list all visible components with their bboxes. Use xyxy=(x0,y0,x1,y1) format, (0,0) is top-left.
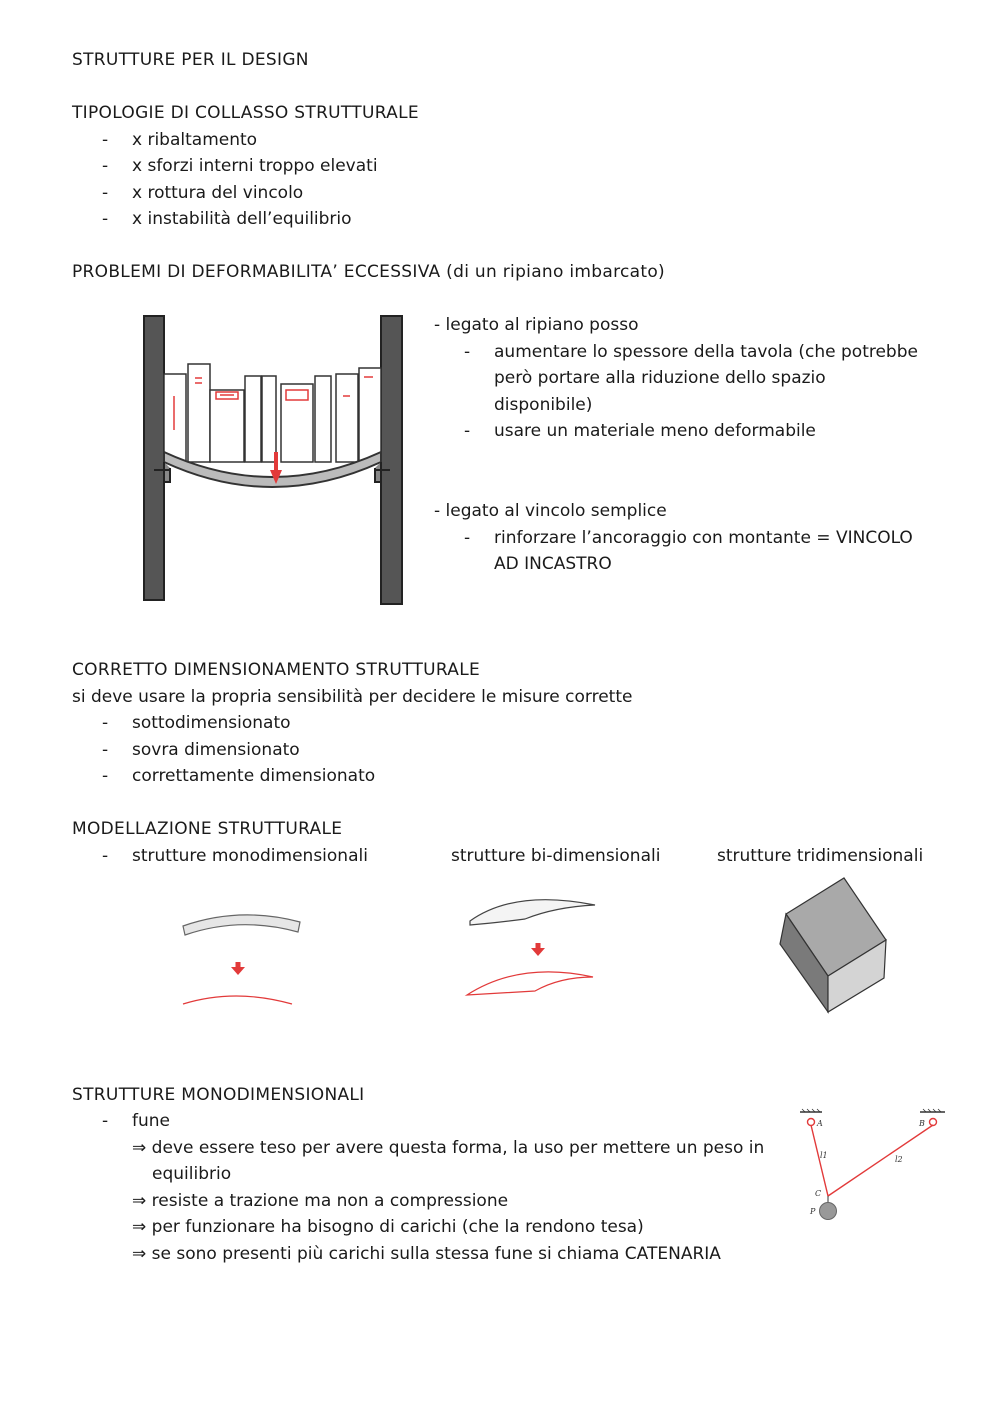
list-item: x instabilità dell’equilibrio xyxy=(132,209,352,229)
label-l2: l2 xyxy=(895,1155,903,1164)
intro-text: si deve usare la propria sensibilità per decidere le misure corrette xyxy=(72,687,633,707)
structure-type-label: strutture tridimensionali xyxy=(717,846,924,866)
bullet-dash: - xyxy=(102,713,109,733)
note-line: ⇒ deve essere teso per avere questa forma, la uso per mettere un peso in xyxy=(132,1138,765,1158)
rope-diagram xyxy=(798,1108,948,1223)
bullet-dash: - xyxy=(102,740,109,760)
label-a: A xyxy=(817,1119,823,1128)
list-item: correttamente dimensionato xyxy=(132,766,376,786)
list-item: usare un materiale meno deformabile xyxy=(494,421,816,441)
list-item-cont: disponibile) xyxy=(494,395,593,415)
bi-plate-illustration xyxy=(465,893,600,1003)
bullet-dash: - xyxy=(102,766,109,786)
list-item: aumentare lo spessore della tavola (che potrebbe xyxy=(494,342,918,362)
label-p: P xyxy=(810,1207,816,1216)
structure-type-label: strutture bi-dimensionali xyxy=(451,846,661,866)
bullet-dash: - xyxy=(102,183,109,203)
list-item: sottodimensionato xyxy=(132,713,291,733)
label-b: B xyxy=(919,1119,925,1128)
note-line: ⇒ per funzionare ha bisogno di carichi (che la rendono tesa) xyxy=(132,1217,644,1237)
bullet-dash: - xyxy=(102,846,109,866)
bullet-dash: - xyxy=(102,156,109,176)
list-item-cont: però portare alla riduzione dello spazio xyxy=(494,368,826,388)
list-item: rinforzare l’ancoraggio con montante = VINCOLO xyxy=(494,528,913,548)
note-line: ⇒ se sono presenti più carichi sulla stessa fune si chiama CATENARIA xyxy=(132,1244,721,1264)
ripiano-label: - legato al ripiano posso xyxy=(434,315,639,335)
list-item: x rottura del vincolo xyxy=(132,183,304,203)
list-item-cont: AD INCASTRO xyxy=(494,554,612,574)
label-l1: l1 xyxy=(820,1151,828,1160)
bent-shelf-illustration xyxy=(140,312,410,610)
bullet-dash: - xyxy=(464,528,471,548)
structure-type-label: strutture monodimensionali xyxy=(132,846,368,866)
mono-beam-illustration xyxy=(180,910,305,1010)
bullet-dash: - xyxy=(464,421,471,441)
list-item: sovra dimensionato xyxy=(132,740,300,760)
bullet-dash: - xyxy=(102,209,109,229)
section-heading-deformabilita: PROBLEMI DI DEFORMABILITA’ ECCESSIVA (di un ripiano imbarcato) xyxy=(72,262,665,282)
bullet-dash: - xyxy=(464,342,471,362)
list-item: fune xyxy=(132,1111,170,1131)
cube-illustration xyxy=(778,874,890,1014)
section-heading-dimensionamento: CORRETTO DIMENSIONAMENTO STRUTTURALE xyxy=(72,660,481,680)
bullet-dash: - xyxy=(102,1111,109,1131)
section-heading-modellazione: MODELLAZIONE STRUTTURALE xyxy=(72,819,343,839)
label-c: C xyxy=(815,1189,822,1198)
list-item: x sforzi interni troppo elevati xyxy=(132,156,378,176)
section-heading-collasso: TIPOLOGIE DI COLLASSO STRUTTURALE xyxy=(72,103,419,123)
section-heading-monodimensionali: STRUTTURE MONODIMENSIONALI xyxy=(72,1085,365,1105)
vincolo-label: - legato al vincolo semplice xyxy=(434,501,667,521)
note-line-cont: equilibrio xyxy=(152,1164,232,1184)
list-item: x ribaltamento xyxy=(132,130,258,150)
note-line: ⇒ resiste a trazione ma non a compressione xyxy=(132,1191,509,1211)
page-title: STRUTTURE PER IL DESIGN xyxy=(72,50,309,70)
bullet-dash: - xyxy=(102,130,109,150)
